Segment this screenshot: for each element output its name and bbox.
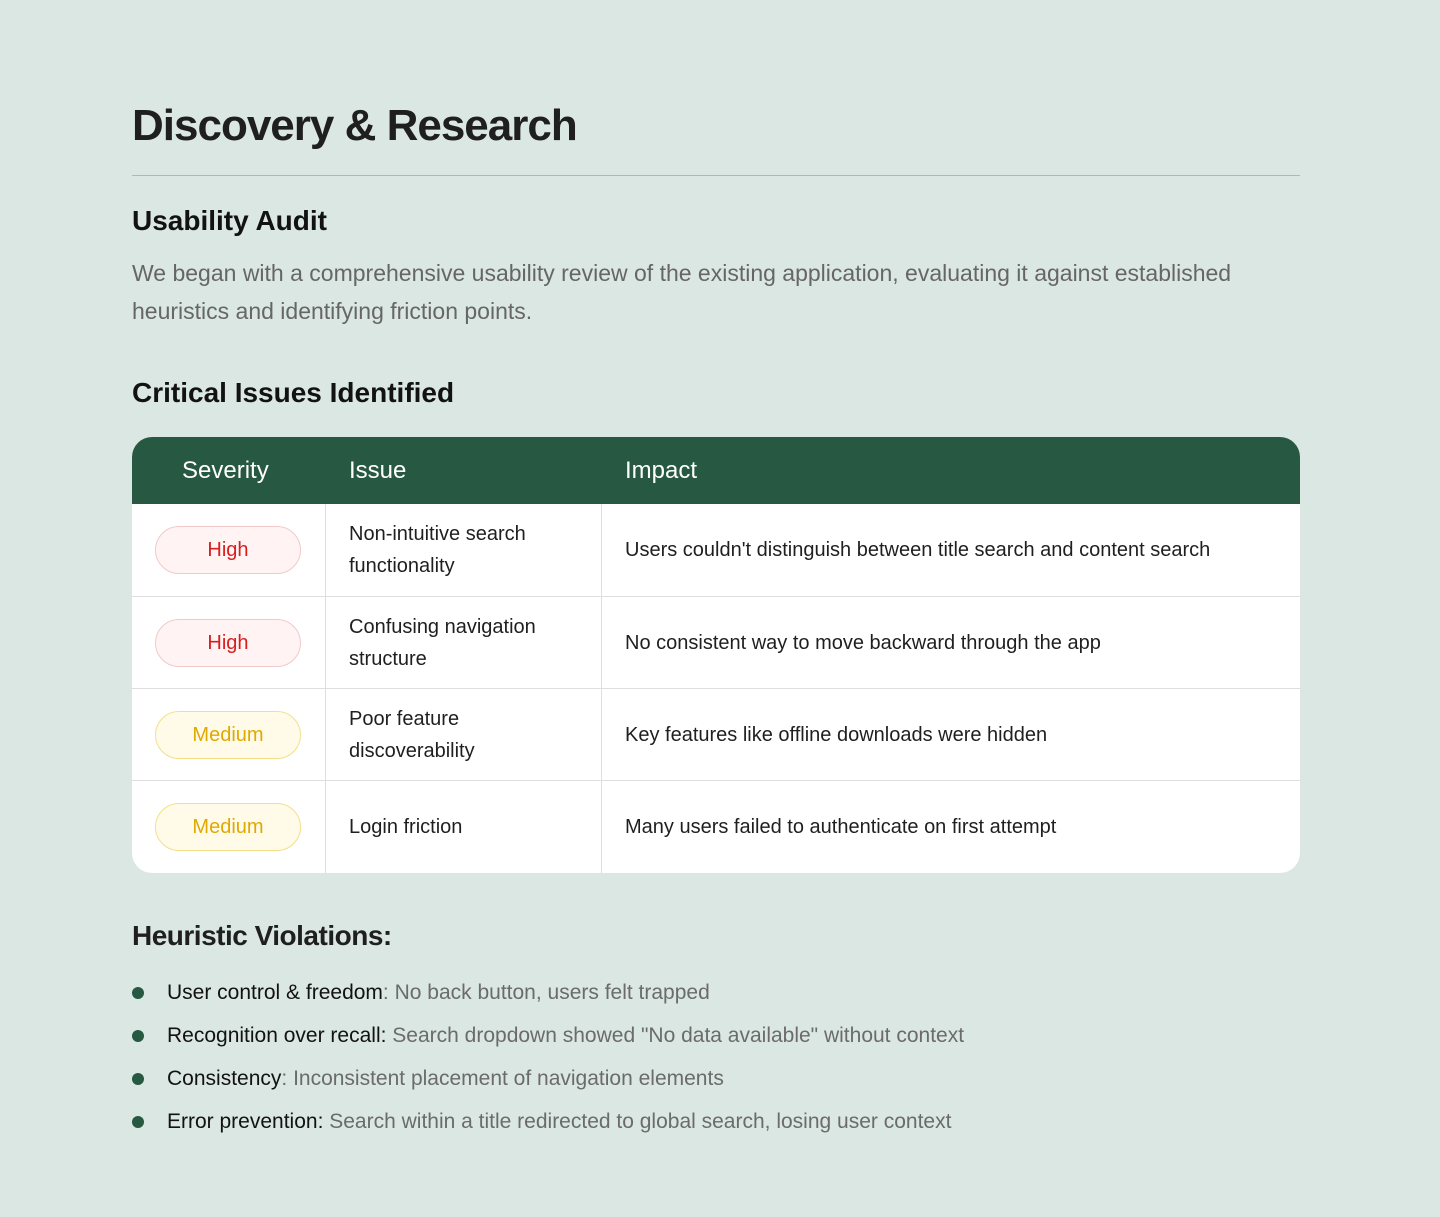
impact-cell: No consistent way to move backward through the app <box>625 632 1101 654</box>
heuristic-violations-heading: Heuristic Violations: <box>132 920 392 951</box>
impact-cell: Users couldn't distinguish between title search and content search <box>625 539 1211 561</box>
severity-badge: Medium <box>155 803 301 851</box>
issue-cell: Poor feature discoverability <box>349 708 475 762</box>
severity-badge: High <box>155 619 301 667</box>
list-item <box>132 1018 1300 1061</box>
issue-cell: Login friction <box>349 816 463 838</box>
bullet-dot-icon <box>132 987 144 999</box>
list-item <box>132 1061 1300 1104</box>
heuristic-term: Consistency <box>167 1067 282 1090</box>
table-row <box>132 688 1300 780</box>
heuristic-description: Search dropdown showed "No data available" without context <box>392 1024 965 1047</box>
separator: : <box>281 1067 294 1090</box>
table-row <box>132 504 1300 596</box>
heuristic-description: Search within a title redirected to global search, losing user context <box>329 1110 952 1133</box>
severity-badge: Medium <box>155 711 301 759</box>
heuristic-term: User control & freedom <box>167 981 383 1004</box>
impact-cell: Many users failed to authenticate on first attempt <box>625 816 1057 838</box>
list-item <box>132 975 1300 1018</box>
bullet-dot-icon <box>132 1030 144 1042</box>
page-title: Discovery & Research <box>132 101 577 150</box>
heuristic-description: No back button, users felt trapped <box>394 981 710 1004</box>
column-divider <box>601 504 602 873</box>
usability-audit-heading: Usability Audit <box>132 205 327 236</box>
critical-issues-heading: Critical Issues Identified <box>132 377 455 408</box>
column-header-issue: Issue <box>349 457 407 484</box>
separator: : <box>382 981 395 1004</box>
severity-badge: High <box>155 526 301 574</box>
column-header-severity: Severity <box>182 457 269 484</box>
critical-issues-table <box>132 437 1300 873</box>
bullet-dot-icon <box>132 1073 144 1085</box>
column-divider <box>325 504 326 873</box>
usability-audit-intro: We began with a comprehensive usability review of the existing application, evaluating it against established heuristics and identifying friction points. <box>132 260 1232 324</box>
heuristic-description: Inconsistent placement of navigation elements <box>293 1067 724 1090</box>
heuristic-violations-list <box>132 975 1300 1147</box>
list-item <box>132 1104 1300 1147</box>
column-header-impact: Impact <box>625 457 698 484</box>
table-header <box>132 437 1300 504</box>
issue-cell: Confusing navigation structure <box>349 616 536 670</box>
impact-cell: Key features like offline downloads were hidden <box>625 724 1048 746</box>
issue-cell: Non-intuitive search functionality <box>349 523 526 577</box>
heuristic-term: Error prevention: <box>167 1110 324 1133</box>
table-row <box>132 780 1300 872</box>
heuristic-term: Recognition over recall: <box>167 1024 387 1047</box>
table-row <box>132 596 1300 688</box>
bullet-dot-icon <box>132 1116 144 1128</box>
divider <box>132 175 1300 176</box>
